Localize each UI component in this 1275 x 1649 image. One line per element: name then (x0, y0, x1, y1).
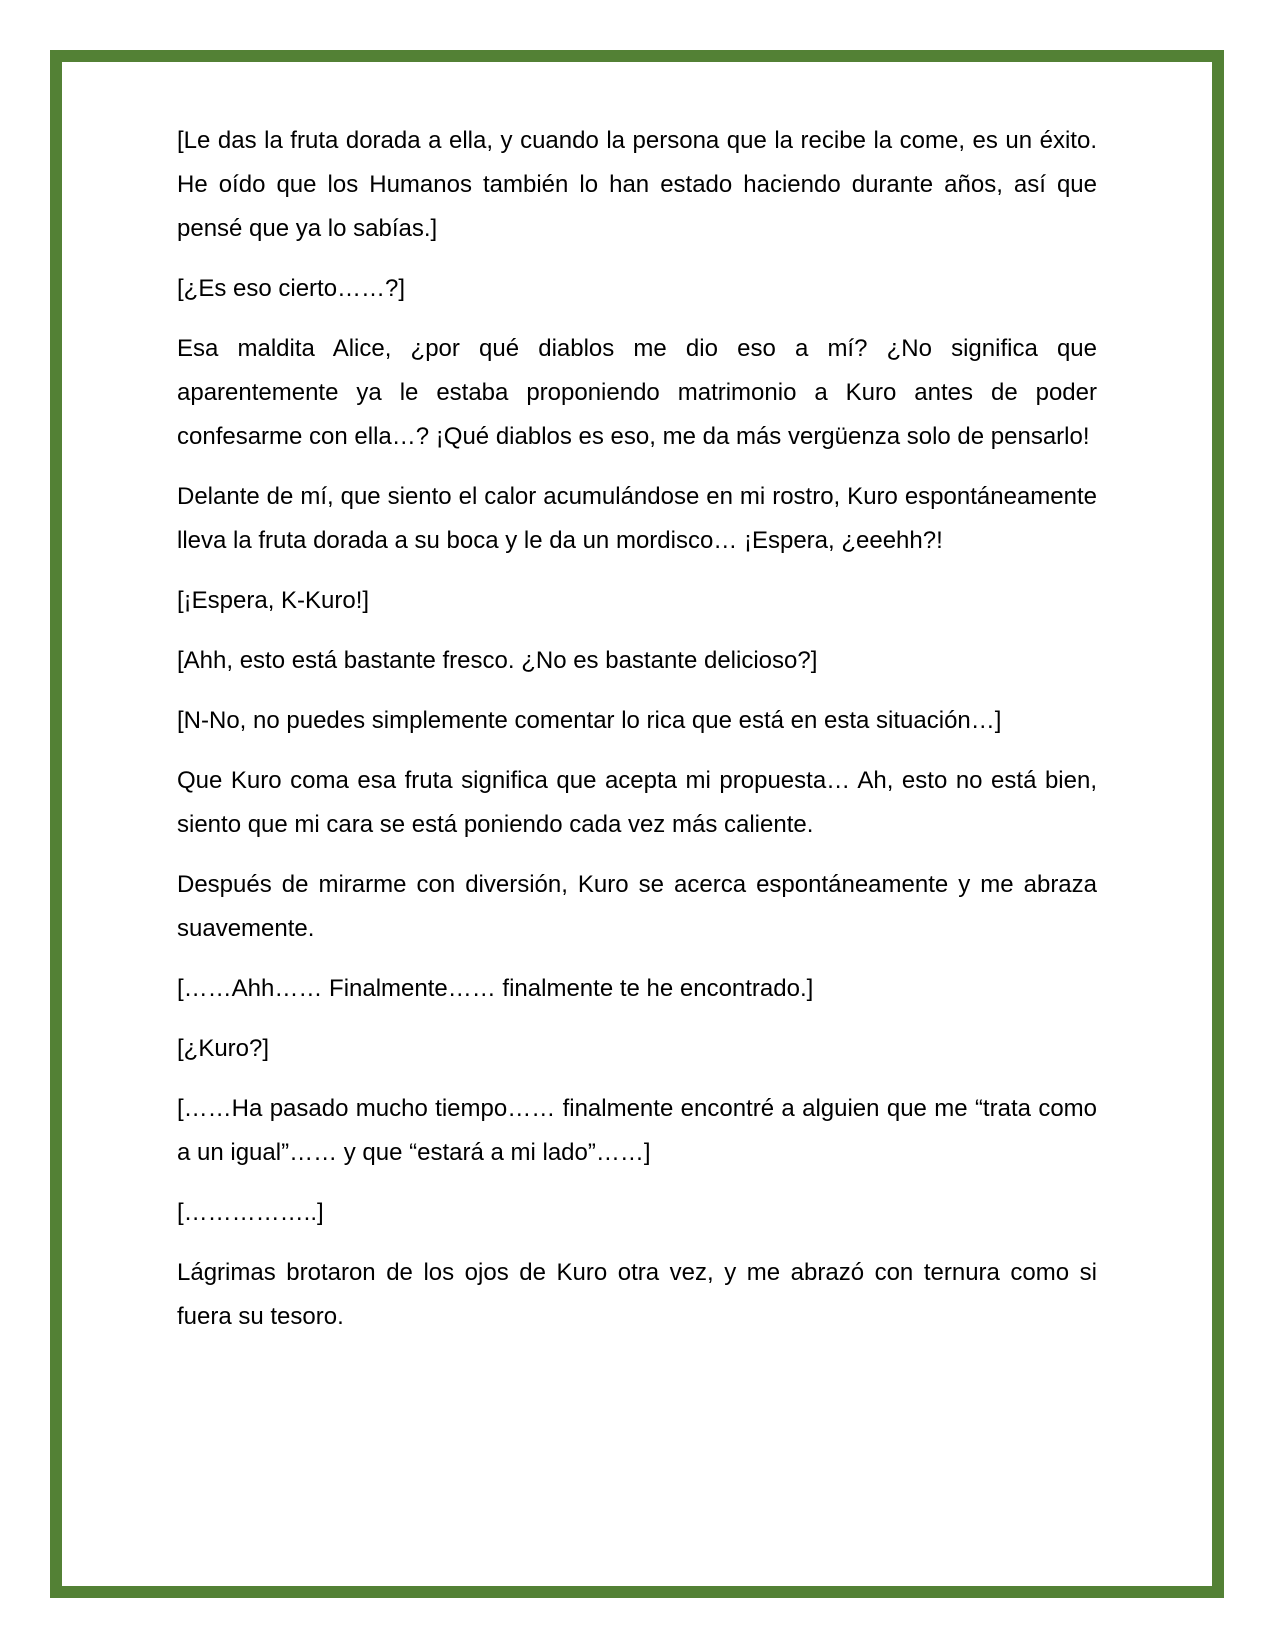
paragraph-14: Lágrimas brotaron de los ojos de Kuro otra vez, y me abrazó con ternura como si fuera su tesoro. (177, 1259, 1097, 1330)
paragraph-12: [……Ha pasado mucho tiempo…… finalmente encontré a alguien que me “trata como a un igual”…… y que “estará a mi lado”……] (177, 1095, 1097, 1166)
paragraph-4: Delante de mí, que siento el calor acumulándose en mi rostro, Kuro espontáneamente lleva la fruta dorada a su boca y le da un mordisco… ¡Espera, ¿eeehh?! (177, 483, 1097, 554)
paragraph-13: [……………..] (177, 1199, 324, 1226)
paragraph-3: Esa maldita Alice, ¿por qué diablos me dio eso a mí? ¿No significa que aparentemente ya le estaba proponiendo matrimonio a Kuro antes de poder confesarme con ella…? ¡Qué diablos es eso, me da más vergüenza solo de pensarlo! (177, 335, 1097, 450)
paragraph-8: Que Kuro coma esa fruta significa que acepta mi propuesta… Ah, esto no está bien, siento que mi cara se está poniendo cada vez más caliente. (177, 767, 1097, 838)
paragraph-10: [……Ahh…… Finalmente…… finalmente te he encontrado.] (177, 975, 814, 1002)
paragraph-9: Después de mirarme con diversión, Kuro se acerca espontáneamente y me abraza suavemente. (177, 871, 1097, 942)
paragraph-1: [Le das la fruta dorada a ella, y cuando la persona que la recibe la come, es un éxito. He oído que los Humanos también lo han estado haciendo durante años, así que pensé que ya lo sabías.] (177, 127, 1097, 242)
page-body (177, 119, 1097, 1355)
paragraph-2: [¿Es eso cierto……?] (177, 275, 406, 302)
paragraph-7: [N-No, no puedes simplemente comentar lo rica que está en esta situación…] (177, 707, 1002, 734)
paragraph-6: [Ahh, esto está bastante fresco. ¿No es bastante delicioso?] (177, 647, 818, 674)
paragraph-11: [¿Kuro?] (177, 1035, 270, 1062)
paragraph-5: [¡Espera, K-Kuro!] (177, 587, 370, 614)
